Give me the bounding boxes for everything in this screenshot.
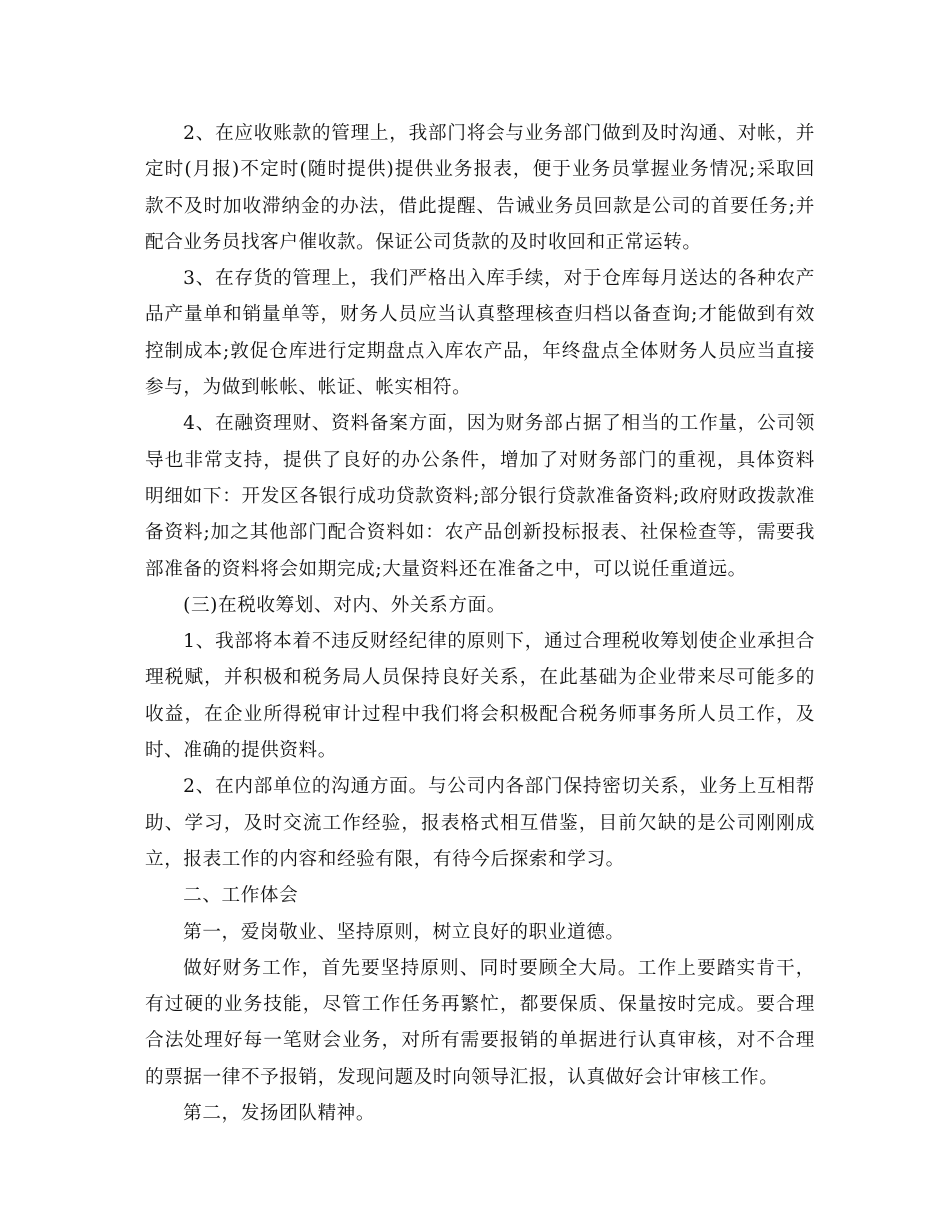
paragraph-financing: 4、在融资理财、资料备案方面，因为财务部占据了相当的工作量，公司领导也非常支持，提供了良好的办公条件，增加了对财务部门的重视，具体资料明细如下：开发区各银行成功贷款资料;部分银行贷款准备资料;政府财政拨款准备资料;加之其他部门配合资料如：农产品创新投标报表、社保检查等，需要我部准备的资料将会如期完成;大量资料还在准备之中，可以说任重道远。 bbox=[145, 413, 815, 580]
point-heading-second: 第二，发扬团队精神。 bbox=[183, 1103, 376, 1125]
paragraph-internal-communication: 2、在内部单位的沟通方面。与公司内各部门保持密切关系，业务上互相帮助、学习，及时交流工作经验，报表格式相互借鉴，目前欠缺的是公司刚刚成立，报表工作的内容和经验有限，有待今后探索和学习。 bbox=[145, 776, 815, 870]
section-heading-experience: 二、工作体会 bbox=[183, 885, 299, 907]
section-heading-tax: (三)在税收筹划、对内、外关系方面。 bbox=[183, 594, 506, 616]
paragraph-principles: 做好财务工作，首先要坚持原则、同时要顾全大局。工作上要踏实肯干，有过硬的业务技能，尽管工作任务再繁忙，都要保质、保量按时完成。要合理合法处理好每一笔财会业务，对所有需要报销的单据进行认真审核，对不合理的票据一律不予报销，发现问题及时向领导汇报，认真做好会计审核工作。 bbox=[145, 957, 815, 1088]
point-heading-first: 第一，爱岗敬业、坚持原则，树立良好的职业道德。 bbox=[183, 921, 625, 943]
paragraph-tax-planning: 1、我部将本着不违反财经纪律的原则下，通过合理税收筹划使企业承担合理税赋，并积极和税务局人员保持良好关系，在此基础为企业带来尽可能多的收益，在企业所得税审计过程中我们将会积极配合税务师事务所人员工作，及时、准确的提供资料。 bbox=[145, 631, 815, 762]
paragraph-receivables: 2、在应收账款的管理上，我部门将会与业务部门做到及时沟通、对帐，并定时(月报)不定时(随时提供)提供业务报表，便于业务员掌握业务情况;采取回款不及时加收滞纳金的办法，借此提醒、告诫业务员回款是公司的首要任务;并配合业务员找客户催收款。保证公司货款的及时收回和正常运转。 bbox=[145, 123, 815, 253]
document-body bbox=[145, 116, 815, 1132]
paragraph-inventory: 3、在存货的管理上，我们严格出入库手续，对于仓库每月送达的各种农产品产量单和销量单等，财务人员应当认真整理核查归档以备查询;才能做到有效控制成本;敦促仓库进行定期盘点入库农产品，年终盘点全体财务人员应当直接参与，为做到帐帐、帐证、帐实相符。 bbox=[145, 268, 815, 399]
